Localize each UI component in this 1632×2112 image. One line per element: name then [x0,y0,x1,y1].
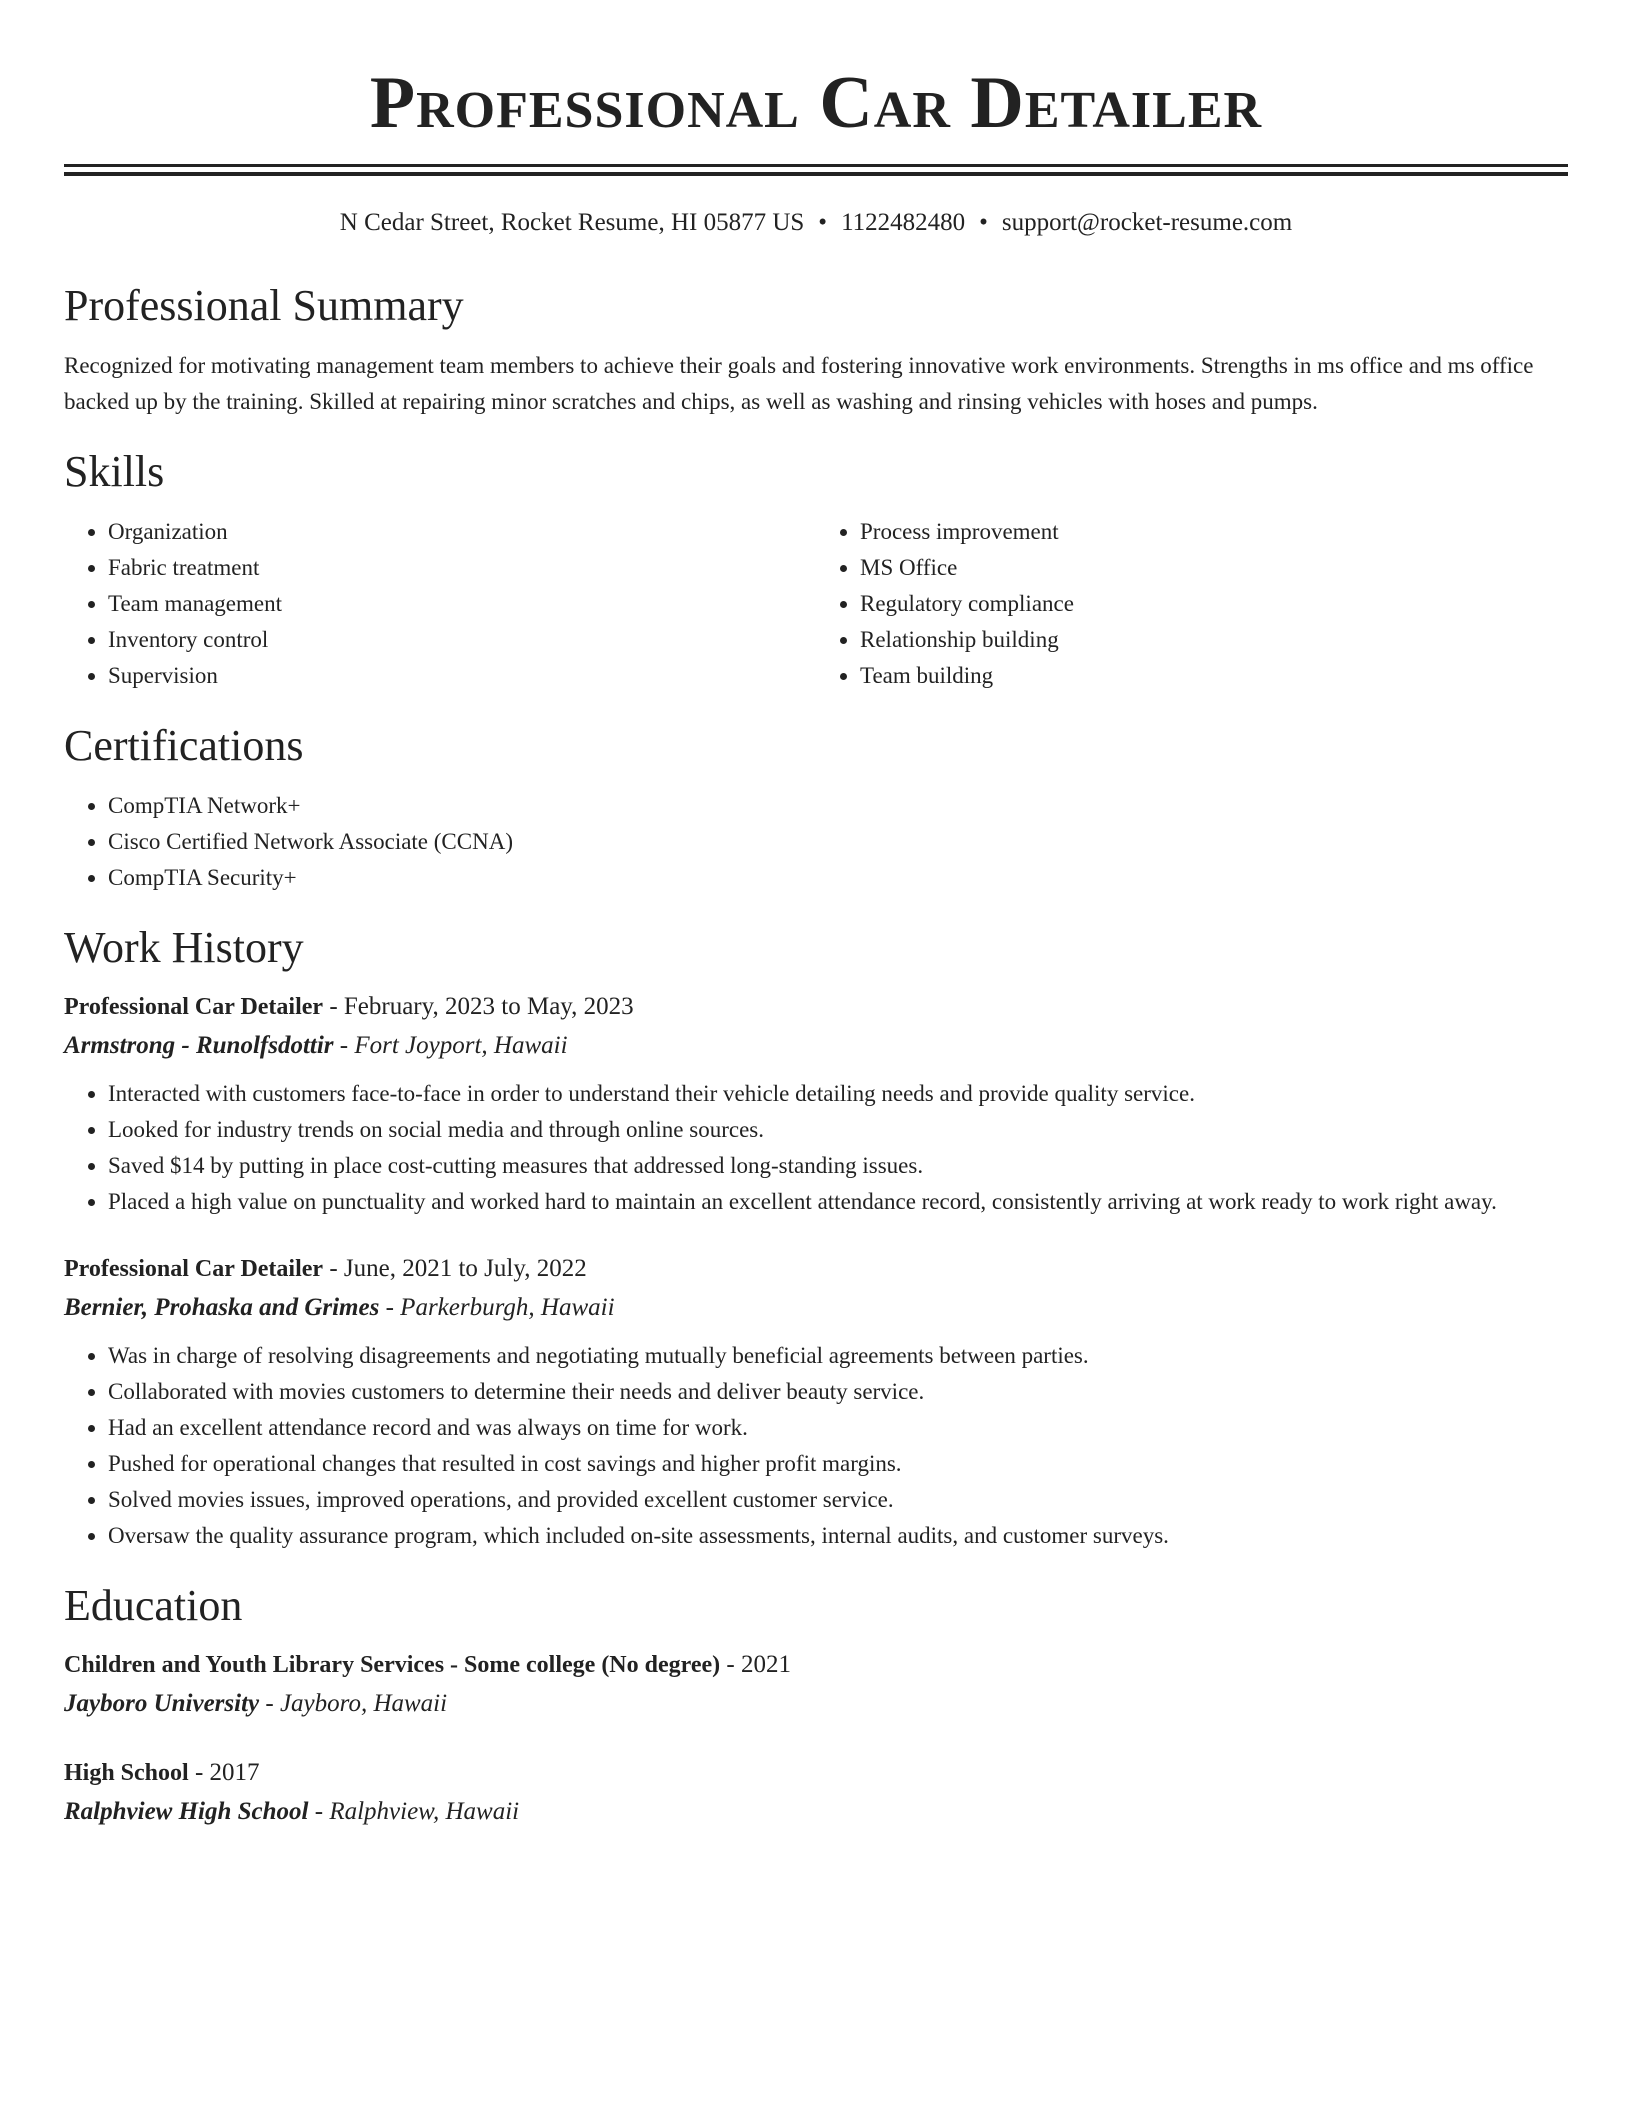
dash: - [333,1032,355,1059]
job-bullet: • Was in charge of resolving disagreements and negotiating mutually beneficial agreements between parties. [108,1338,1568,1374]
work-history-heading: Work History [64,923,304,972]
job-bullet: • Collaborated with movies customers to determine their needs and deliver beauty service. [108,1374,1568,1410]
contact-separator: • [979,209,988,236]
job-bullet: • Looked for industry trends on social media and through online sources. [108,1112,1568,1148]
certification-item: • CompTIA Security+ [108,860,1568,896]
skill-item: • Process improvement [860,514,1568,550]
skill-item: • Relationship building [860,622,1568,658]
job-bullet: • Placed a high value on punctuality and worked hard to maintain an excellent attendance record, consistently arriving at work ready to work right away. [108,1184,1568,1220]
skills-heading: Skills [64,447,165,496]
job-bullet: • Solved movies issues, improved operations, and provided excellent customer service. [108,1482,1568,1518]
skills-list-right [816,514,1568,694]
education-school: Jayboro University [64,1690,260,1717]
education-year: 2017 [209,1759,260,1786]
dash: - [720,1651,741,1678]
education-degree: High School [64,1760,189,1786]
education-degree-line [64,1754,1568,1792]
certifications-heading: Certifications [64,721,304,770]
education-school-line [64,1792,1568,1832]
education-school-line [64,1684,1568,1724]
dash: - [308,1798,330,1825]
certification-item: • Cisco Certified Network Associate (CCNA) [108,824,1568,860]
summary-text: Recognized for motivating management team members to achieve their goals and fostering innovative work environments. Strengths in ms office and ms office backed up by the training. Skilled at repairing minor scratches and chips, as well as washing and rinsing vehicles with hoses and pumps. [64,353,1534,414]
skill-item: • MS Office [860,550,1568,586]
job-location: Fort Joyport, Hawaii [354,1032,568,1059]
job-company: Bernier, Prohaska and Grimes [64,1294,380,1321]
education-year: 2021 [740,1651,791,1678]
skill-item: • Inventory control [108,622,816,658]
skills-list-left [64,514,816,694]
job-dates: February, 2023 to May, 2023 [343,993,634,1020]
contact-line [64,206,1568,240]
header-divider [64,164,1568,176]
job-title-line [64,988,1568,1026]
education-degree-line [64,1646,1568,1684]
job-entry [64,988,1568,1220]
job-entry [64,1250,1568,1554]
job-bullet: • Had an excellent attendance record and was always on time for work. [108,1410,1568,1446]
job-title-line [64,1250,1568,1288]
education-location: Ralphview, Hawaii [329,1798,520,1825]
summary-section [64,278,1568,420]
skill-item: • Organization [108,514,816,550]
work-history-section [64,920,1568,1554]
job-bullet: • Interacted with customers face-to-face in order to understand their vehicle detailing needs and provide quality service. [108,1076,1568,1112]
skill-item: • Fabric treatment [108,550,816,586]
job-company-line [64,1026,1568,1066]
certifications-list [64,788,1568,896]
contact-email[interactable]: support@rocket-resume.com [1001,209,1293,236]
summary-heading: Professional Summary [64,281,464,330]
job-bullet: • Oversaw the quality assurance program, which included on-site assessments, internal audits, and customer surveys. [108,1518,1568,1554]
job-company-line [64,1288,1568,1328]
job-bullets [64,1076,1568,1220]
job-title: Professional Car Detailer [64,1256,324,1282]
dash: - [259,1690,280,1717]
dash: - [323,1255,344,1282]
contact-address: N Cedar Street, Rocket Resume, HI 05877 US [339,209,805,236]
education-location: Jayboro, Hawaii [279,1690,448,1717]
job-company: Armstrong - Runolfsdottir [64,1032,334,1059]
dash: - [188,1759,210,1786]
job-bullets [64,1338,1568,1554]
education-degree: Children and Youth Library Services - Some college (No degree) [64,1652,721,1678]
education-entry [64,1754,1568,1832]
contact-separator: • [818,209,828,236]
job-dates: June, 2021 to July, 2022 [343,1255,587,1282]
skill-item: • Team management [108,586,816,622]
education-section [64,1578,1568,1832]
skill-item: • Regulatory compliance [860,586,1568,622]
candidate-name: Professional Car Detailer [369,62,1263,144]
skills-columns [64,514,1568,694]
education-heading: Education [64,1581,243,1630]
education-entry [64,1646,1568,1724]
education-school: Ralphview High School [64,1798,309,1825]
certifications-section [64,718,1568,896]
dash: - [379,1294,401,1321]
contact-phone[interactable]: 1122482480 [841,209,966,236]
skills-section [64,444,1568,694]
job-bullet: • Saved $14 by putting in place cost-cutting measures that addressed long-standing issues. [108,1148,1568,1184]
job-bullet: • Pushed for operational changes that resulted in cost savings and higher profit margins. [108,1446,1568,1482]
dash: - [323,993,344,1020]
skill-item: • Supervision [108,658,816,694]
skill-item: • Team building [860,658,1568,694]
job-title: Professional Car Detailer [64,994,324,1020]
job-location: Parkerburgh, Hawaii [400,1294,615,1321]
certification-item: • CompTIA Network+ [108,788,1568,824]
